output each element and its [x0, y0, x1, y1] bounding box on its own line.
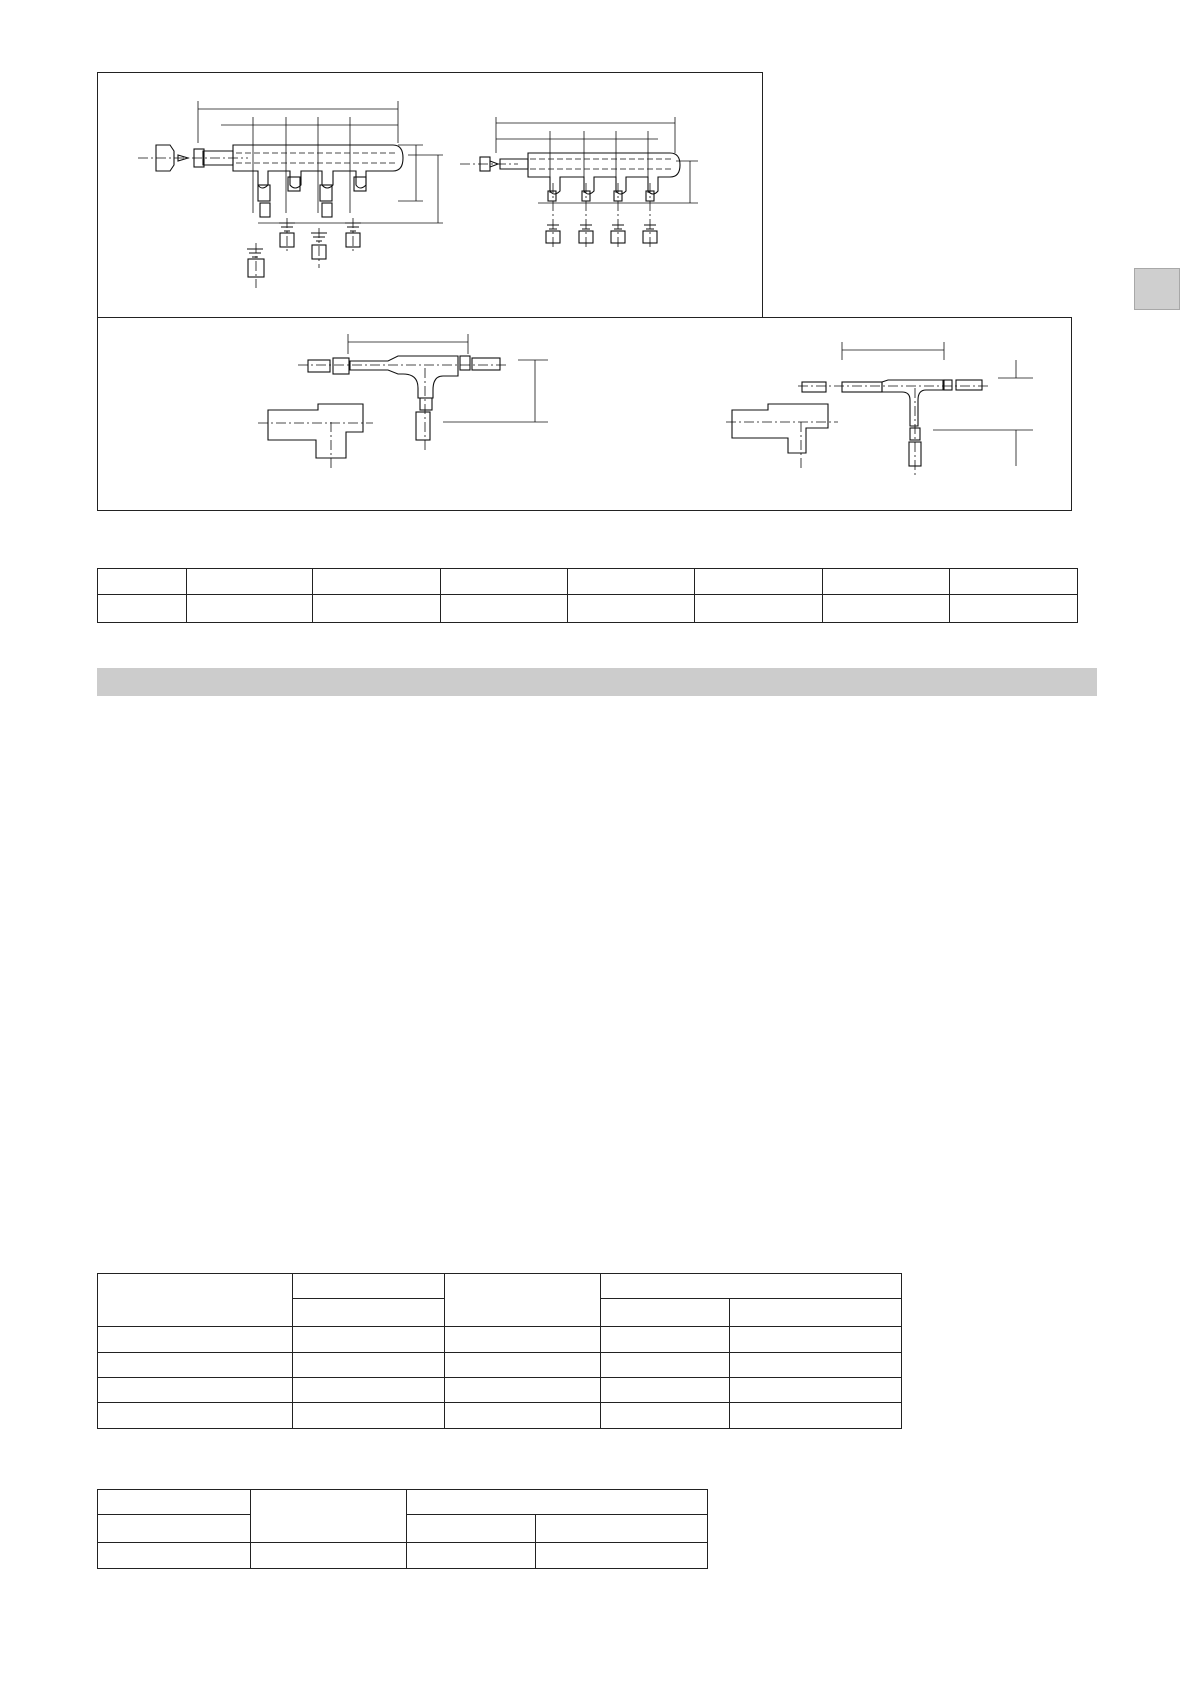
table1-cell	[313, 595, 441, 623]
table2-cell	[730, 1327, 902, 1352]
table1-cell	[187, 569, 313, 595]
table2-cell	[98, 1352, 293, 1377]
table3-header-cell	[251, 1490, 407, 1543]
table2-cell	[730, 1377, 902, 1402]
table1-cell	[441, 595, 568, 623]
table3-header-cell	[407, 1490, 708, 1515]
table2-cell	[601, 1377, 730, 1402]
table3-header-cell	[98, 1490, 251, 1515]
table2-cell	[293, 1352, 445, 1377]
table2-cell	[293, 1377, 445, 1402]
table2-cell	[445, 1377, 601, 1402]
table1-cell	[950, 569, 1078, 595]
table2-header-cell	[445, 1274, 601, 1327]
table2-header-cell	[601, 1274, 902, 1299]
dimension-table-3	[97, 1489, 708, 1569]
table2-cell	[445, 1403, 601, 1429]
table1-cell	[695, 595, 823, 623]
table2-cell	[445, 1352, 601, 1377]
table2-cell	[601, 1352, 730, 1377]
figure-frame-header-pipes	[97, 72, 763, 318]
table1-cell	[823, 569, 950, 595]
branch-joint-small-drawing	[98, 318, 1073, 512]
table2-cell	[98, 1403, 293, 1429]
figure-frame-branch-joints	[97, 317, 1072, 511]
section-side-tab	[1134, 268, 1180, 310]
header-pipe-4-branch-drawing	[98, 73, 764, 319]
table2-cell	[730, 1403, 902, 1429]
table2-cell	[730, 1352, 902, 1377]
table2-cell	[293, 1327, 445, 1352]
table2-cell	[601, 1403, 730, 1429]
table2-header-cell	[98, 1274, 293, 1327]
table2-cell	[445, 1327, 601, 1352]
table2-header-cell	[730, 1299, 902, 1327]
dimension-table-1	[97, 568, 1078, 623]
table1-cell	[568, 569, 695, 595]
table1-cell	[823, 595, 950, 623]
table2-cell	[98, 1327, 293, 1352]
table3-cell	[251, 1543, 407, 1569]
dimension-table-2	[97, 1273, 902, 1429]
table1-cell	[187, 595, 313, 623]
table2-cell	[293, 1403, 445, 1429]
table3-cell	[536, 1543, 708, 1569]
section-heading-bar	[97, 668, 1097, 696]
table2-cell	[601, 1327, 730, 1352]
table1-cell	[695, 569, 823, 595]
table2-header-cell	[293, 1299, 445, 1327]
table3-header-cell	[407, 1514, 536, 1542]
table1-cell	[98, 569, 187, 595]
table1-cell	[98, 595, 187, 623]
table1-cell	[313, 569, 441, 595]
table3-header-cell	[98, 1514, 251, 1542]
table3-cell	[98, 1543, 251, 1569]
table2-cell	[98, 1377, 293, 1402]
table1-cell	[568, 595, 695, 623]
table1-cell	[950, 595, 1078, 623]
table3-header-cell	[536, 1514, 708, 1542]
table1-cell	[441, 569, 568, 595]
table3-cell	[407, 1543, 536, 1569]
table2-header-cell	[293, 1274, 445, 1299]
table2-header-cell	[601, 1299, 730, 1327]
